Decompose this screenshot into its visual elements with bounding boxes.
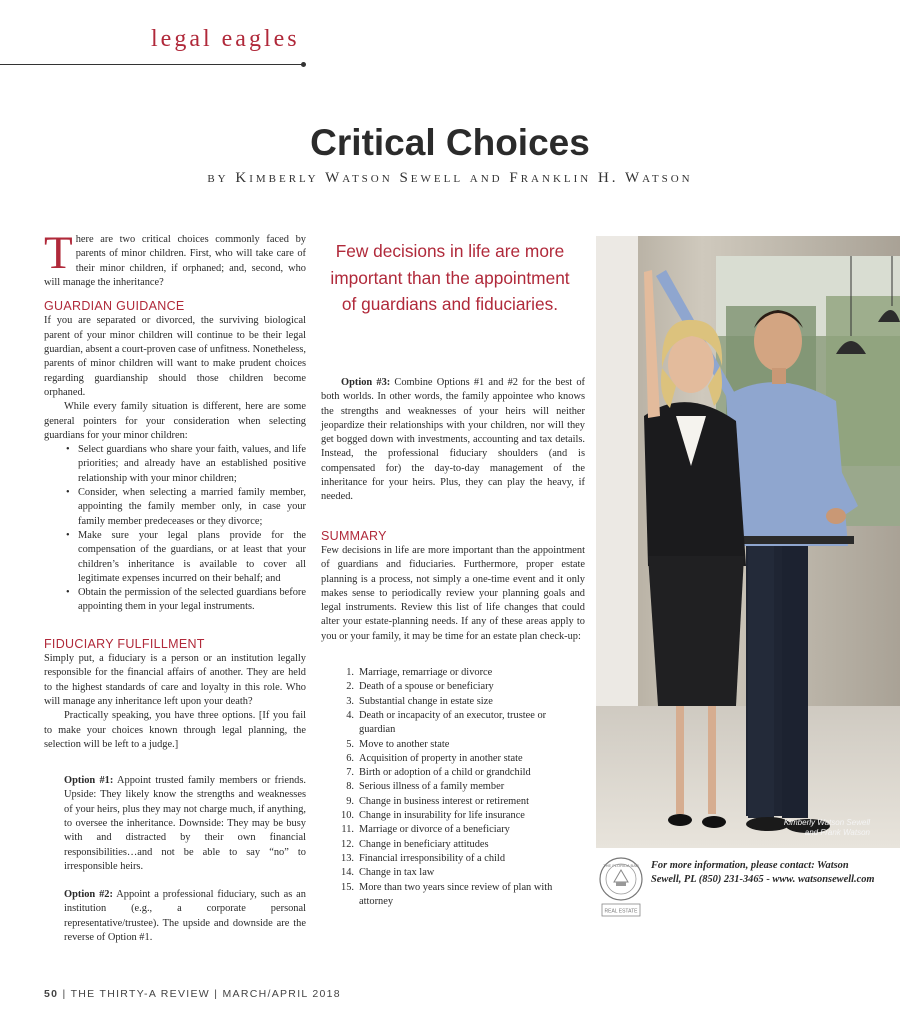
author-photo-illustration (596, 236, 900, 848)
photo-caption (784, 818, 870, 838)
photo-caption-line-2: and Frank Watson (804, 828, 870, 837)
option-1-text: Appoint trusted family members or friends. Upside: They likely know the strengths and weaknesses of your heirs, plus they may not charge much, if anything, to oversee the inheritance. Downside: They may be busy with and distracted by their own financial responsibilities…and not be able to say “no” to irresponsible heirs. (64, 775, 306, 872)
life-change-text: Marriage, remarriage or divorce (359, 667, 493, 679)
life-change-number: 11. (341, 824, 354, 836)
life-change-item (338, 881, 585, 910)
life-change-text: Change in tax law (359, 867, 435, 879)
article-byline: by Kimberly Watson Sewell and Franklin H. Watson (207, 170, 693, 186)
guardian-bullet: • Make sure your legal plans provide for the compensation of the guardians, or at least that your children’s inheritance is available to cover all legitimate expenses incurred on their behalf; and (66, 529, 306, 586)
summary-heading: SUMMARY (321, 528, 387, 543)
fiduciary-paragraph-2: Practically speaking, you have three options. [If you fail to make your choices known through legal planning, the selection will be left to a judge.] (44, 710, 306, 750)
life-change-number: 10. (341, 810, 354, 822)
guardian-paragraph-2: While every family situation is different, here are some general pointers for your consideration when selecting guardians for your minor children: (44, 401, 306, 441)
life-change-text: Birth or adoption of a child or grandchild (359, 767, 531, 779)
life-change-number: 14. (341, 867, 354, 879)
life-change-number: 13. (341, 852, 354, 864)
footer-separator: | (214, 988, 219, 1000)
option-2-paragraph (44, 888, 306, 945)
life-change-item (338, 709, 585, 738)
florida-bar-seal (598, 856, 644, 920)
life-change-text: Acquisition of property in another state (359, 752, 523, 764)
life-change-number: 8. (346, 781, 354, 793)
contact-info: For more information, please contact: Watson Sewell, PL (850) 231-3465 - www. watsonsewell.com (651, 860, 875, 885)
option-2-text: Appoint a professional fiduciary, such as an institution (e.g., a corporate personal representative/trustee). The upside and downside are the reverse of Option #1. (64, 889, 306, 944)
life-change-text: Change in insurability for life insurance (359, 810, 525, 822)
life-change-item (338, 666, 585, 680)
guardian-bullet-list (66, 443, 306, 615)
summary-paragraph: Few decisions in life are more important than the appointment of guardians and fiduciaries. Furthermore, proper estate planning is a process, not simply a one-time event and it only makes sense to periodically review your planning goals and legal instruments. Review this list of life changes that could alter your estate-planning needs. If any of these areas apply to you or your family, it may be time for an estate plan check-up: (321, 544, 585, 642)
life-change-item (338, 852, 585, 866)
life-change-number: 6. (346, 752, 354, 764)
guardian-bullet: • Select guardians who share your faith, values, and life priorities; and already have an established positive relationship with your minor children; (66, 443, 306, 486)
life-change-number: 4. (346, 709, 354, 721)
page-footer (44, 988, 341, 1000)
footer-separator: | (62, 988, 67, 1000)
life-change-item (338, 866, 585, 880)
pull-quote: Few decisions in life are more important than the appointment of guardians and fiduciaries. (330, 241, 570, 314)
option-3-text: Combine Options #1 and #2 for the best of both worlds. In other words, the family appointee who knows the strengths and weaknesses of your heirs will neither jeopardize their relationships with your children, nor will they get bogged down with investments, accounting and tax details. Instead, the professional fiduciary shoulders (and is compensated for) the day-to-day management of the inheritance for your heirs. Plus, they can play the heavy, if needed. (321, 377, 585, 503)
option-2-label: Option #2: (64, 889, 113, 901)
life-change-number: 2. (346, 681, 354, 693)
life-change-text: Move to another state (359, 738, 450, 750)
life-change-text: Serious illness of a family member (359, 781, 505, 793)
life-change-item (338, 838, 585, 852)
life-change-text: Change in beneficiary attitudes (359, 838, 489, 850)
magazine-name: THE THIRTY-A REVIEW (70, 988, 211, 1000)
life-change-text: Change in business interest or retirement (359, 795, 529, 807)
life-change-item (338, 738, 585, 752)
life-change-text: More than two years since review of plan with attorney (359, 881, 553, 907)
life-change-item (338, 680, 585, 694)
option-1-paragraph (44, 774, 306, 874)
section-rule-dot (301, 62, 306, 67)
life-change-number: 15. (341, 881, 354, 893)
guardian-heading: GUARDIAN GUIDANCE (44, 299, 185, 314)
life-change-item (338, 780, 585, 794)
seal-text: THE FLORIDA BAR (603, 863, 639, 868)
life-change-text: Financial irresponsibility of a child (359, 852, 506, 864)
life-change-item (338, 766, 585, 780)
left-column (44, 227, 306, 945)
life-change-item (338, 695, 585, 709)
fiduciary-paragraph-1: Simply put, a fiduciary is a person or an institution legally responsible for the financial affairs of another. They are held to the highest standards of care and loyalty in this role. Who will manage any inheritance left upon your death? (44, 653, 306, 707)
drop-cap: T (44, 227, 73, 279)
life-changes-list (338, 666, 585, 909)
life-change-text: Death or incapacity of an executor, trustee or guardian (359, 709, 547, 736)
guardian-bullet: • Obtain the permission of the selected guardians before appointing them in your legal instruments. (66, 586, 306, 615)
life-change-number: 3. (346, 695, 354, 707)
option-3-paragraph (321, 376, 585, 505)
page-number: 50 (44, 988, 59, 1000)
seal-subtext: REAL ESTATE (604, 908, 638, 915)
guardian-bullet: • Consider, when selecting a married family member, appointing the family member only, in case your family member predeceases or they divorce; (66, 486, 306, 529)
life-change-number: 9. (346, 795, 354, 807)
life-change-item (338, 752, 585, 766)
option-3-label: Option #3: (341, 377, 391, 388)
issue-date: MARCH/APRIL 2018 (222, 988, 341, 1000)
life-change-number: 1. (346, 667, 354, 679)
fiduciary-heading: FIDUCIARY FULFILLMENT (44, 636, 205, 651)
guardian-paragraph-1: If you are separated or divorced, the surviving biological parent of your minor children will continue to be their legal guardian, absent a court-proven case of unfitness. Nonetheless, parents of minor children will want to make prudent choices regarding guardianship should those children become orphaned. (44, 315, 306, 398)
photo-caption-line-1: Kimberly Watson Sewell (783, 818, 870, 827)
life-change-number: 7. (346, 767, 354, 779)
intro-text: here are two critical choices commonly faced by parents of minor children. First, who will take care of their minor children, if orphaned; and, second, who will manage the inheritance? (44, 234, 306, 288)
author-photo (596, 236, 900, 848)
section-tag: legal eagles (151, 26, 300, 52)
intro-paragraph (44, 227, 306, 290)
life-change-text: Death of a spouse or beneficiary (359, 681, 494, 693)
life-change-item (338, 795, 585, 809)
life-change-item (338, 823, 585, 837)
life-change-text: Substantial change in estate size (359, 695, 493, 707)
life-change-item (338, 809, 585, 823)
option-1-label: Option #1: (64, 775, 114, 787)
middle-column (321, 376, 585, 909)
article-title: Critical Choices (310, 122, 590, 163)
life-change-text: Marriage or divorce of a beneficiary (359, 824, 510, 836)
florida-bar-seal-icon (598, 856, 644, 920)
section-rule (0, 64, 302, 65)
life-change-number: 12. (341, 838, 354, 850)
life-change-number: 5. (346, 738, 354, 750)
